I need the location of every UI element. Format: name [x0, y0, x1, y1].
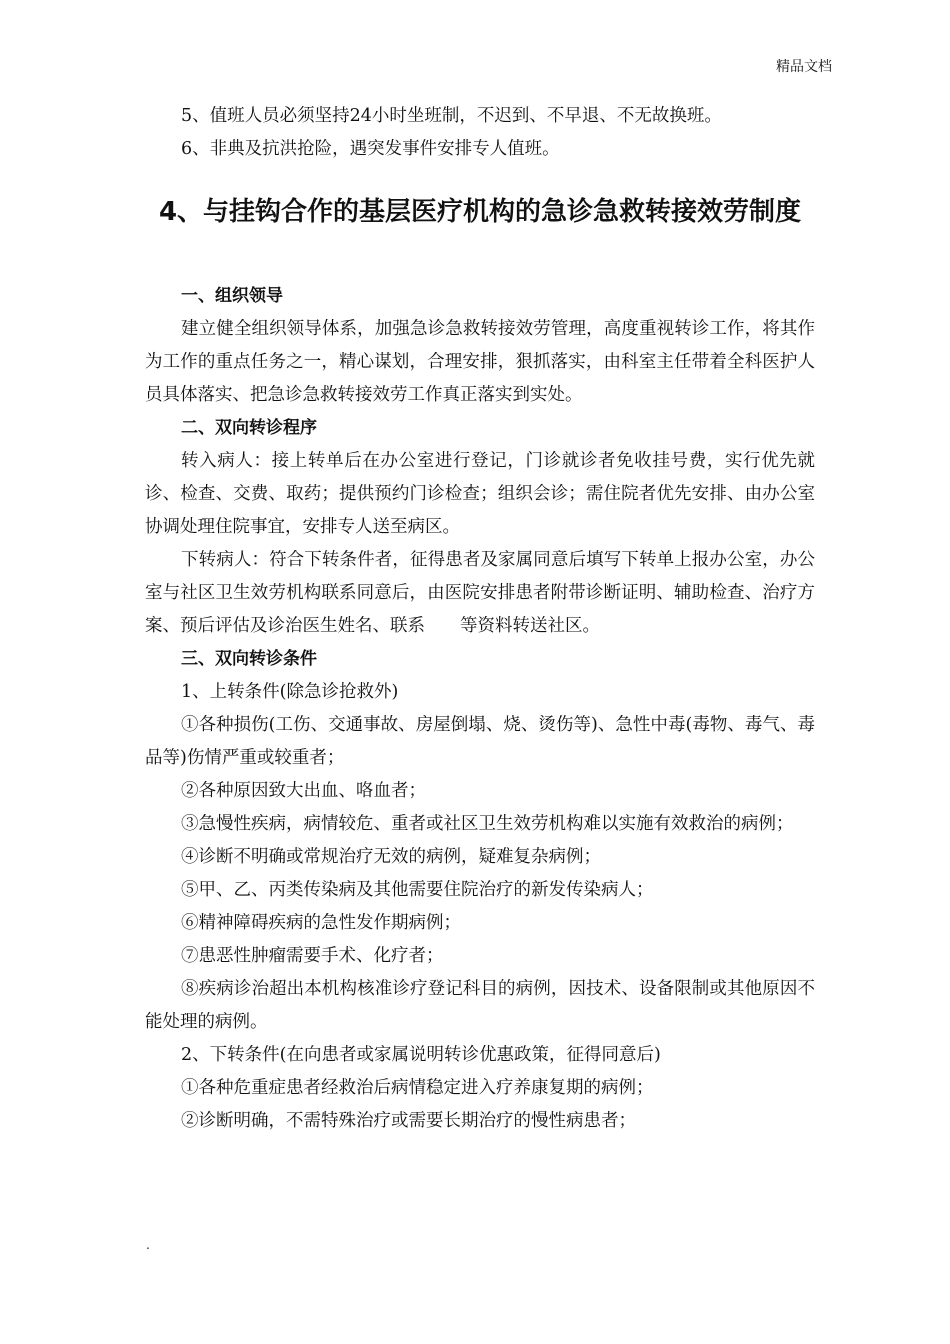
list-item: ②诊断明确，不需特殊治疗或需要长期治疗的慢性病患者；	[181, 1111, 636, 1131]
paragraph-transfer-out: 下转病人：符合下转条件者，征得患者及家属同意后填写下转单上报办公室，办公室与社区卫生效劳机构联系同意后，由医院安排患者附带诊断证明、辅助检查、治疗方案、预后评估及诊治医生姓名、联系 等资料转送社区。	[145, 550, 815, 636]
list-item: ⑤甲、乙、丙类传染病及其他需要住院治疗的新发传染病人；	[181, 880, 654, 900]
document-title: 4、与挂钩合作的基层医疗机构的急诊急救转接效劳制度	[158, 197, 802, 227]
list-item: ⑥精神障碍疾病的急性发作期病例；	[181, 913, 461, 933]
paragraph-organization: 建立健全组织领导体系，加强急诊急救转接效劳管理，高度重视转诊工作，将其作为工作的重点任务之一，精心谋划，合理安排，狠抓落实，由科室主任带着全科医护人员具体落实、把急诊急救转接效劳工作真正落实到实处。	[145, 319, 815, 405]
list-item: ①各种危重症患者经救治后病情稳定进入疗养康复期的病例；	[181, 1078, 654, 1098]
list-item: ⑧疾病诊治超出本机构核准诊疗登记科目的病例，因技术、设备限制或其他原因不能处理的病例。	[145, 979, 815, 1032]
list-item: ③急慢性疾病，病情较危、重者或社区卫生效劳机构难以实施有效救治的病例；	[181, 814, 794, 834]
list-item: ④诊断不明确或常规治疗无效的病例，疑难复杂病例；	[181, 847, 601, 867]
subheading-upward-conditions: 1、上转条件(除急诊抢救外)	[181, 682, 399, 702]
paragraph-duty-6: 6、非典及抗洪抢险，遇突发事件安排专人值班。	[181, 139, 560, 159]
list-item: ②各种原因致大出血、咯血者；	[181, 781, 426, 801]
paragraph-transfer-in: 转入病人：接上转单后在办公室进行登记，门诊就诊者免收挂号费，实行优先就诊、检查、交费、取药；提供预约门诊检查；组织会诊；需住院者优先安排、由办公室协调处理住院事宜，安排专人送至病区。	[145, 451, 815, 537]
section-heading-procedure: 二、双向转诊程序	[181, 418, 317, 438]
list-item: ⑦患恶性肿瘤需要手术、化疗者；	[181, 946, 444, 966]
section-heading-organization: 一、组织领导	[181, 286, 283, 306]
header-note: 精品文档	[776, 59, 832, 75]
footer-mark: .	[146, 1238, 150, 1252]
subheading-downward-conditions: 2、下转条件(在向患者或家属说明转诊优惠政策，征得同意后)	[181, 1045, 661, 1065]
section-heading-conditions: 三、双向转诊条件	[181, 649, 317, 669]
document-body	[145, 100, 815, 1138]
paragraph-duty-5: 5、值班人员必须坚持24小时坐班制，不迟到、不早退、不无故换班。	[181, 106, 722, 126]
list-item: ①各种损伤(工伤、交通事故、房屋倒塌、烧、烫伤等)、急性中毒(毒物、毒气、毒品等)伤情严重或较重者；	[145, 715, 815, 768]
